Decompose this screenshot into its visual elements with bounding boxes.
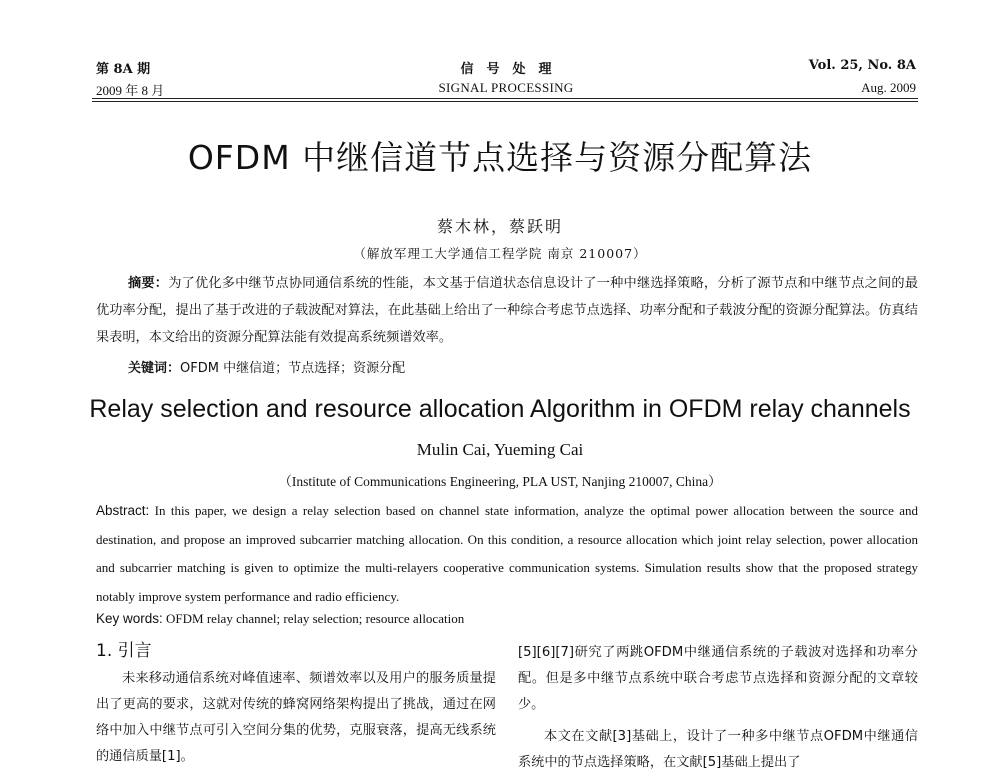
running-header-bottom xyxy=(96,80,916,98)
keywords-label-en: Key words: xyxy=(96,611,163,626)
keywords-zh xyxy=(128,357,405,376)
running-header-top xyxy=(96,58,916,76)
body-paragraph: 未来移动通信系统对峰值速率、频谱效率以及用户的服务质量提出了更高的要求，这就对传统的蜂窝网络架构提出了挑战，通过在网络中加入中继节点可引入空间分集的优势，克服衰落，提高无线系统的通信质量[1]。 xyxy=(96,671,496,764)
authors-en: Mulin Cai, Yueming Cai xyxy=(416,440,584,459)
abstract-text-zh: 为了优化多中继节点协同通信系统的性能，本文基于信道状态信息设计了一种中继选择策略，分析了源节点和中继节点之间的最优功率分配，提出了基于改进的子载波配对算法，在此基础上给出了一种综合考虑节点选择、功率分配和子载波分配的资源分配算法。仿真结果表明，本文给出的资源分配算法能有效提高系统频谱效率。 xyxy=(96,276,919,345)
paper-title-en: Relay selection and resource allocation Algorithm in OFDM relay channels xyxy=(89,395,911,423)
body-paragraph: 本文在文献[3]基础上，设计了一种多中继节点OFDM中继通信系统中的节点选择策略，在文献[5]基础上提出了 xyxy=(518,729,918,770)
affiliation-zh: （解放军理工大学通信工程学院 南京 210007） xyxy=(353,246,647,261)
journal-name-zh: 信 号 处 理 xyxy=(460,62,552,77)
volume-number: Vol. 25, No. 8A xyxy=(808,58,916,73)
body-column-right xyxy=(518,640,918,770)
section-heading: 1. 引言 xyxy=(96,641,152,661)
authors-zh: 蔡木林，蔡跃明 xyxy=(436,217,563,236)
keywords-label-zh: 关键词： xyxy=(128,361,181,376)
publication-date-en: Aug. 2009 xyxy=(861,80,916,95)
abstract-zh xyxy=(96,270,918,351)
abstract-label-zh: 摘要： xyxy=(128,276,169,291)
header-rule-double xyxy=(92,101,918,102)
publication-date-zh: 2009 年 8 月 xyxy=(96,83,165,98)
body-column-left xyxy=(96,640,496,764)
journal-name-en: SIGNAL PROCESSING xyxy=(438,80,574,95)
keywords-en xyxy=(96,611,464,627)
body-paragraph: [5][6][7]研究了两跳OFDM中继通信系统的子载波对选择和功率分配。但是多中继节点系统中联合考虑节点选择和资源分配的文章较少。 xyxy=(518,645,918,712)
abstract-en xyxy=(96,497,918,611)
affiliation-en: （Institute of Communications Engineering, PLA UST, Nanjing 210007, China） xyxy=(278,474,722,489)
abstract-label-en: Abstract: xyxy=(96,503,150,518)
paper-title-zh: OFDM 中继信道节点选择与资源分配算法 xyxy=(187,138,813,177)
keywords-text-zh: OFDM 中继信道；节点选择；资源分配 xyxy=(180,361,406,376)
keywords-text-en: OFDM relay channel; relay selection; resource allocation xyxy=(162,611,465,626)
issue-number: 第 8A 期 xyxy=(96,62,151,77)
abstract-text-en: In this paper, we design a relay selection based on channel state information, analyze the optimal power allocation between the source and destination, and propose an improved subcarrier matching allocation. On this condition, a resource allocation which joint relay selection, power allocation and subcarrier matching is given to optimize the multi-relayers cooperative communication systems. Simulation results show that the proposed strategy notably improve system performance and radio efficiency. xyxy=(96,503,918,604)
header-rule xyxy=(92,98,918,99)
